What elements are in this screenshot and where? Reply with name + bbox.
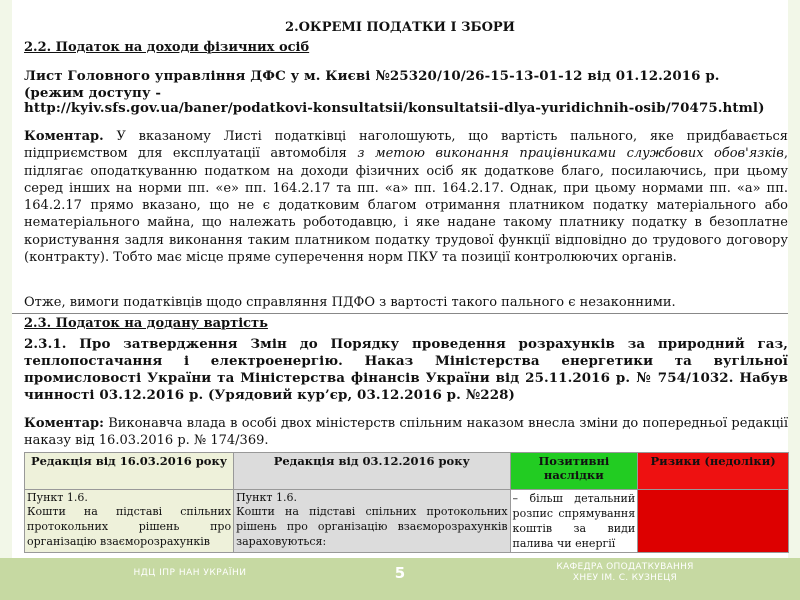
comment2-label: Коментар: [24, 416, 104, 431]
footer [0, 558, 800, 600]
cell-edition-2016-12 [234, 490, 510, 553]
header-positive: Позитивні наслідки [510, 453, 638, 490]
access-mode-label: (режим доступу - [24, 85, 162, 101]
cell-positive-text: – більш детальний розпис спрямування коштів за види палива чи енергії [512, 492, 636, 550]
table-header-row [25, 453, 789, 490]
footer-right-line-2: ХНЕУ ІМ. С. КУЗНЕЦЯ [572, 573, 678, 583]
header-edition-2016-03: Редакція від 16.03.2016 року [25, 453, 234, 490]
comment-italic: з метою виконання працівниками службових обов'язків [357, 146, 784, 162]
divider [12, 313, 788, 314]
comment-text-a: У вказаному Листі податківці наголошують, що вартість пального, яке придбавається підприємством для експлуатації автомобіля [24, 129, 788, 162]
cell-item-text: Кошти на підставі спільних протокольних рішень про організацію взаєморозрахунків зараховуються: [236, 505, 508, 548]
comment2-text: Виконавча влада в особі двох міністерств спільним наказом внесла зміни до попередньої редакції наказу від 16.03.2016 р. № 174/369. [24, 416, 788, 449]
cell-item-title: Пункт 1.6. [236, 491, 297, 504]
table-row [25, 490, 789, 553]
cell-positive [510, 490, 638, 553]
letter-reference [24, 68, 788, 115]
letter-url[interactable]: http://kyiv.sfs.gov.ua/baner/podatkovi-konsultatsii/konsultatsii-dlya-yuridichnih-osib/70475.html) [24, 100, 765, 116]
letter-line-1: Лист Головного управління ДФС у м. Києві №25320/10/26-15-13-01-12 від 01.12.2016 р. [24, 68, 720, 84]
comment-text-b: , підлягає оподаткуванню податком на доходи фізичних осіб як додаткове благо, посилаючись, при цьому серед інших на норми пп. «е» пп. 164.2.17 та пп. «а» пп. 164.2.17. Однак, при цьому нормами пп. «а» пп. 164.2.17 прямо вказано, що не є додатковим благом отримання платником податку матеріального або нематеріального майна, що належать роботодавцю, і яке надане такому платнику податку в безоплатне користування задля виконання таким платником податку трудової функції відповідно до трудового договору (контракту). Тобто має місце пряме суперечення норм ПКУ та позиції контролюючих органів. [24, 146, 789, 266]
slide-title: 2.ОКРЕМІ ПОДАТКИ І ЗБОРИ [285, 20, 515, 35]
comment-label: Коментар. [24, 129, 104, 144]
cell-item-title: Пункт 1.6. [27, 491, 88, 504]
slide-content [12, 0, 788, 558]
page-number: 5 [394, 564, 406, 582]
footer-right-line-1: КАФЕДРА ОПОДАТКУВАННЯ [556, 562, 694, 572]
section-heading-2-2: 2.2. Податок на доходи фізичних осіб [24, 40, 310, 55]
header-edition-2016-12: Редакція від 03.12.2016 року [234, 453, 510, 490]
order-text: 2.3.1. Про затвердження Змін до Порядку проведення розрахунків за природний газ, теплопостачання і електроенергію. Наказ Міністерства енергетики та вугільної промисловості України та Міністерства фінансів України від 25.11.2016 р. № 754/1032. Набув чинності 03.12.2016 р. (Урядовий кур’єр, 03.12.2016 р. №228) [24, 336, 788, 403]
cell-edition-2016-03 [25, 490, 234, 553]
conclusion-text: Отже, вимоги податківців щодо справляння ПДФО з вартості такого пального є незаконними. [24, 295, 676, 310]
header-risks: Ризики (недоліки) [638, 453, 789, 490]
comparison-table [24, 452, 789, 553]
section-heading-2-3: 2.3. Податок на додану вартість [24, 316, 268, 331]
cell-risks [638, 490, 789, 553]
cell-item-text: Кошти на підставі спільних протокольних рішень про організацію взаєморозрахунків [27, 505, 232, 548]
comment2-paragraph [24, 415, 788, 450]
footer-right-org [530, 562, 720, 584]
footer-left-org: НДЦ ІПР НАН УКРАЇНИ [133, 568, 247, 578]
comment-paragraph [24, 128, 788, 266]
